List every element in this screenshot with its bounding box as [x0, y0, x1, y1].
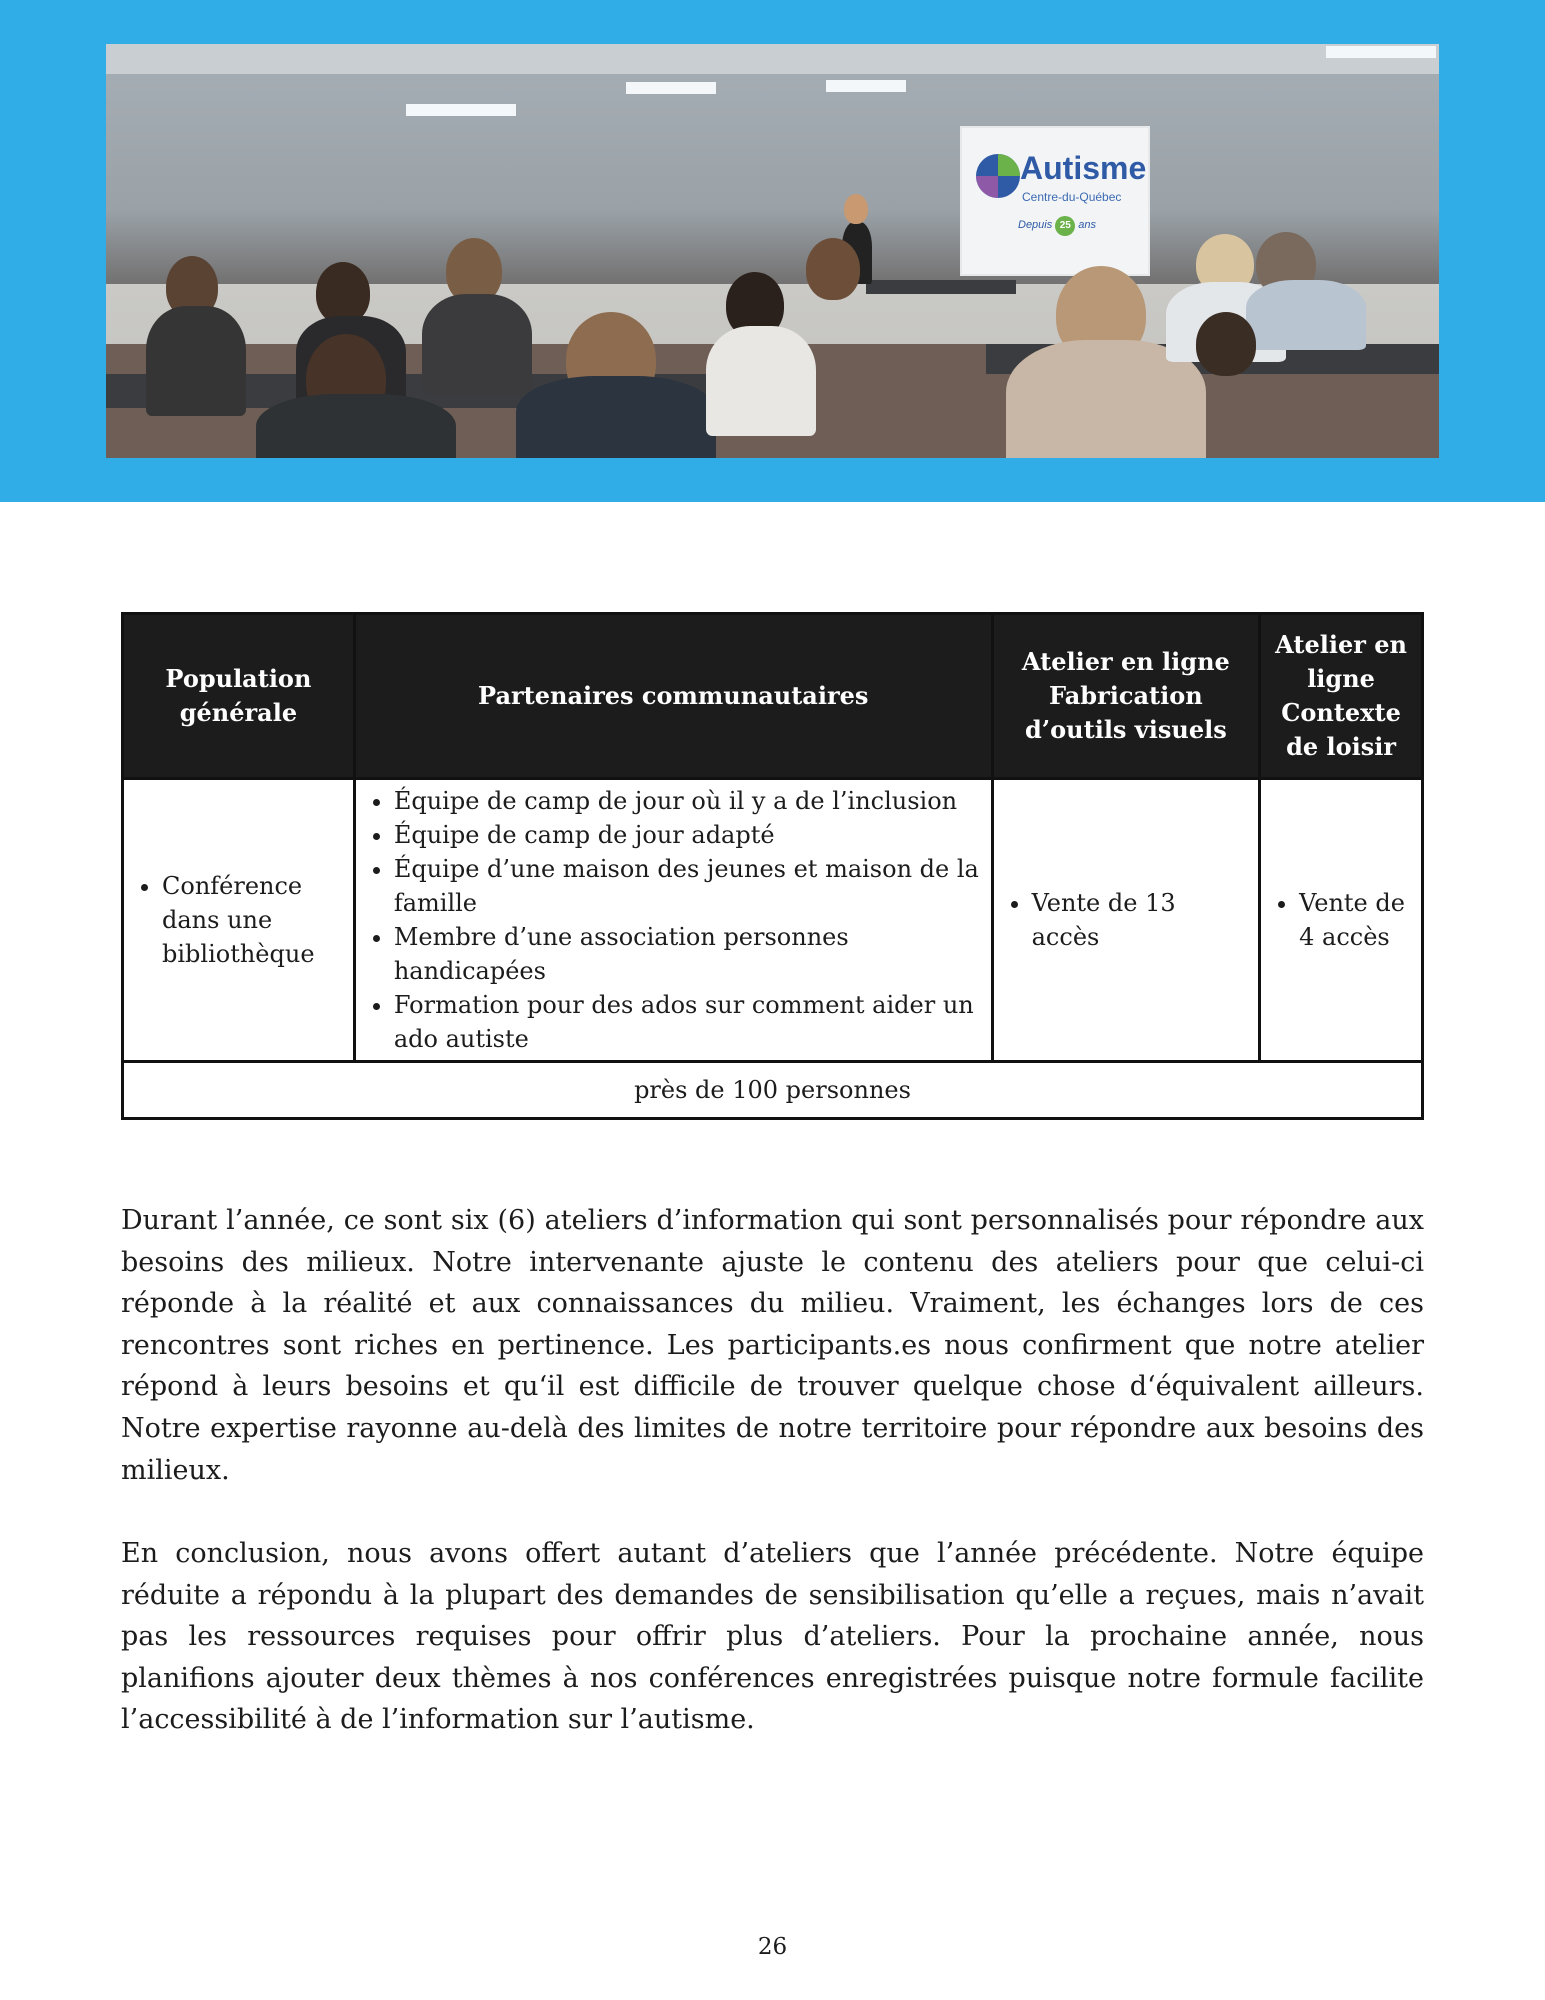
list-item: • Équipe de camp de jour où il y a de l’inclusion — [394, 784, 983, 818]
photo-ceiling-light — [1326, 46, 1436, 58]
list-item: • Vente de 4 accès — [1299, 886, 1413, 954]
header-banner — [0, 0, 1545, 502]
audience-member — [516, 376, 716, 458]
audience-member — [1246, 280, 1366, 350]
audience-member — [146, 306, 246, 416]
logo-since-badge: 25 — [1055, 216, 1075, 236]
presenter-figure — [844, 194, 868, 224]
puzzle-logo-icon — [974, 146, 1022, 206]
audience-member — [316, 262, 370, 324]
list-item: • Équipe d’une maison des jeunes et maison de la famille — [394, 852, 983, 920]
audience-member — [806, 238, 860, 300]
community-partners-list — [364, 784, 983, 1056]
paragraph-workshops: Durant l’année, ce sont six (6) ateliers d’information qui sont personnalisés pour répondre aux besoins des milieux. Notre intervenante ajuste le contenu des ateliers pour que celui-ci réponde à la réalité et aux connaissances du milieu. Vraiment, les échanges lors de ces rencontres sont riches en pertinence. Les participants.es nous confirment que notre atelier répond à leurs besoins et qu‘il est difficile de trouver quelque chose d‘équivalent ailleurs. Notre expertise rayonne au-delà des limites de notre territoire pour répondre aux besoins des milieux. — [121, 1205, 1424, 1486]
logo-subtitle: Centre-du-Québec — [1022, 190, 1122, 204]
photo-ceiling-light — [406, 104, 516, 116]
photo-ceiling-light — [626, 82, 716, 94]
logo-since-suffix: ans — [1078, 219, 1096, 231]
total-participants: près de 100 personnes — [123, 1062, 1423, 1119]
header-online-visual-tools: Atelier en ligne Fabrication d’outils visuels — [992, 614, 1259, 779]
cell-online-leisure — [1260, 779, 1423, 1062]
paragraph-conclusion: En conclusion, nous avons offert autant d’ateliers que l’année précédente. Notre équipe réduite a répondu à la plupart des demandes de sensibilisation qu’elle a reçues, mais n’avait pas les ressources requises pour offrir plus d’ateliers. Pour la prochaine année, nous planifions ajouter deux thèmes à nos conférences enregistrées puisque notre formule facilite l’accessibilité à de l’information sur l’autisme. — [121, 1538, 1424, 1736]
table-total-row — [123, 1062, 1423, 1119]
photo-ceiling-light — [826, 80, 906, 92]
list-item: • Formation pour des ados sur comment aider un ado autiste — [394, 988, 983, 1056]
general-population-list — [132, 869, 345, 971]
workshop-photo — [106, 44, 1439, 458]
photo-table — [866, 280, 1016, 294]
audience-member — [422, 294, 532, 394]
list-item: • Membre d’une association personnes handicapées — [394, 920, 983, 988]
cell-community-partners — [354, 779, 992, 1062]
table-row — [123, 779, 1423, 1062]
photo-ceiling — [106, 44, 1439, 74]
cell-general-population — [123, 779, 355, 1062]
logo-since-prefix: Depuis — [1018, 219, 1053, 231]
table-header-row — [123, 614, 1423, 779]
online-leisure-list — [1269, 886, 1413, 954]
projection-screen — [960, 126, 1150, 276]
workshops-table — [121, 612, 1424, 1120]
audience-member — [256, 394, 456, 458]
audience-member — [1196, 312, 1256, 376]
audience-member — [706, 326, 816, 436]
header-online-leisure: Atelier en ligne Contexte de loisir — [1260, 614, 1423, 779]
cell-online-visual-tools — [992, 779, 1259, 1062]
online-visual-tools-list — [1002, 886, 1250, 954]
page-number: 26 — [757, 1934, 788, 1960]
header-community-partners: Partenaires communautaires — [354, 614, 992, 779]
logo-title: Autisme — [1020, 150, 1147, 186]
list-item: • Vente de 13 accès — [1032, 886, 1250, 954]
list-item: • Conférence dans une bibliothèque — [162, 869, 345, 971]
list-item: • Équipe de camp de jour adapté — [394, 818, 983, 852]
logo-since — [1018, 216, 1096, 236]
header-general-population: Population générale — [123, 614, 355, 779]
